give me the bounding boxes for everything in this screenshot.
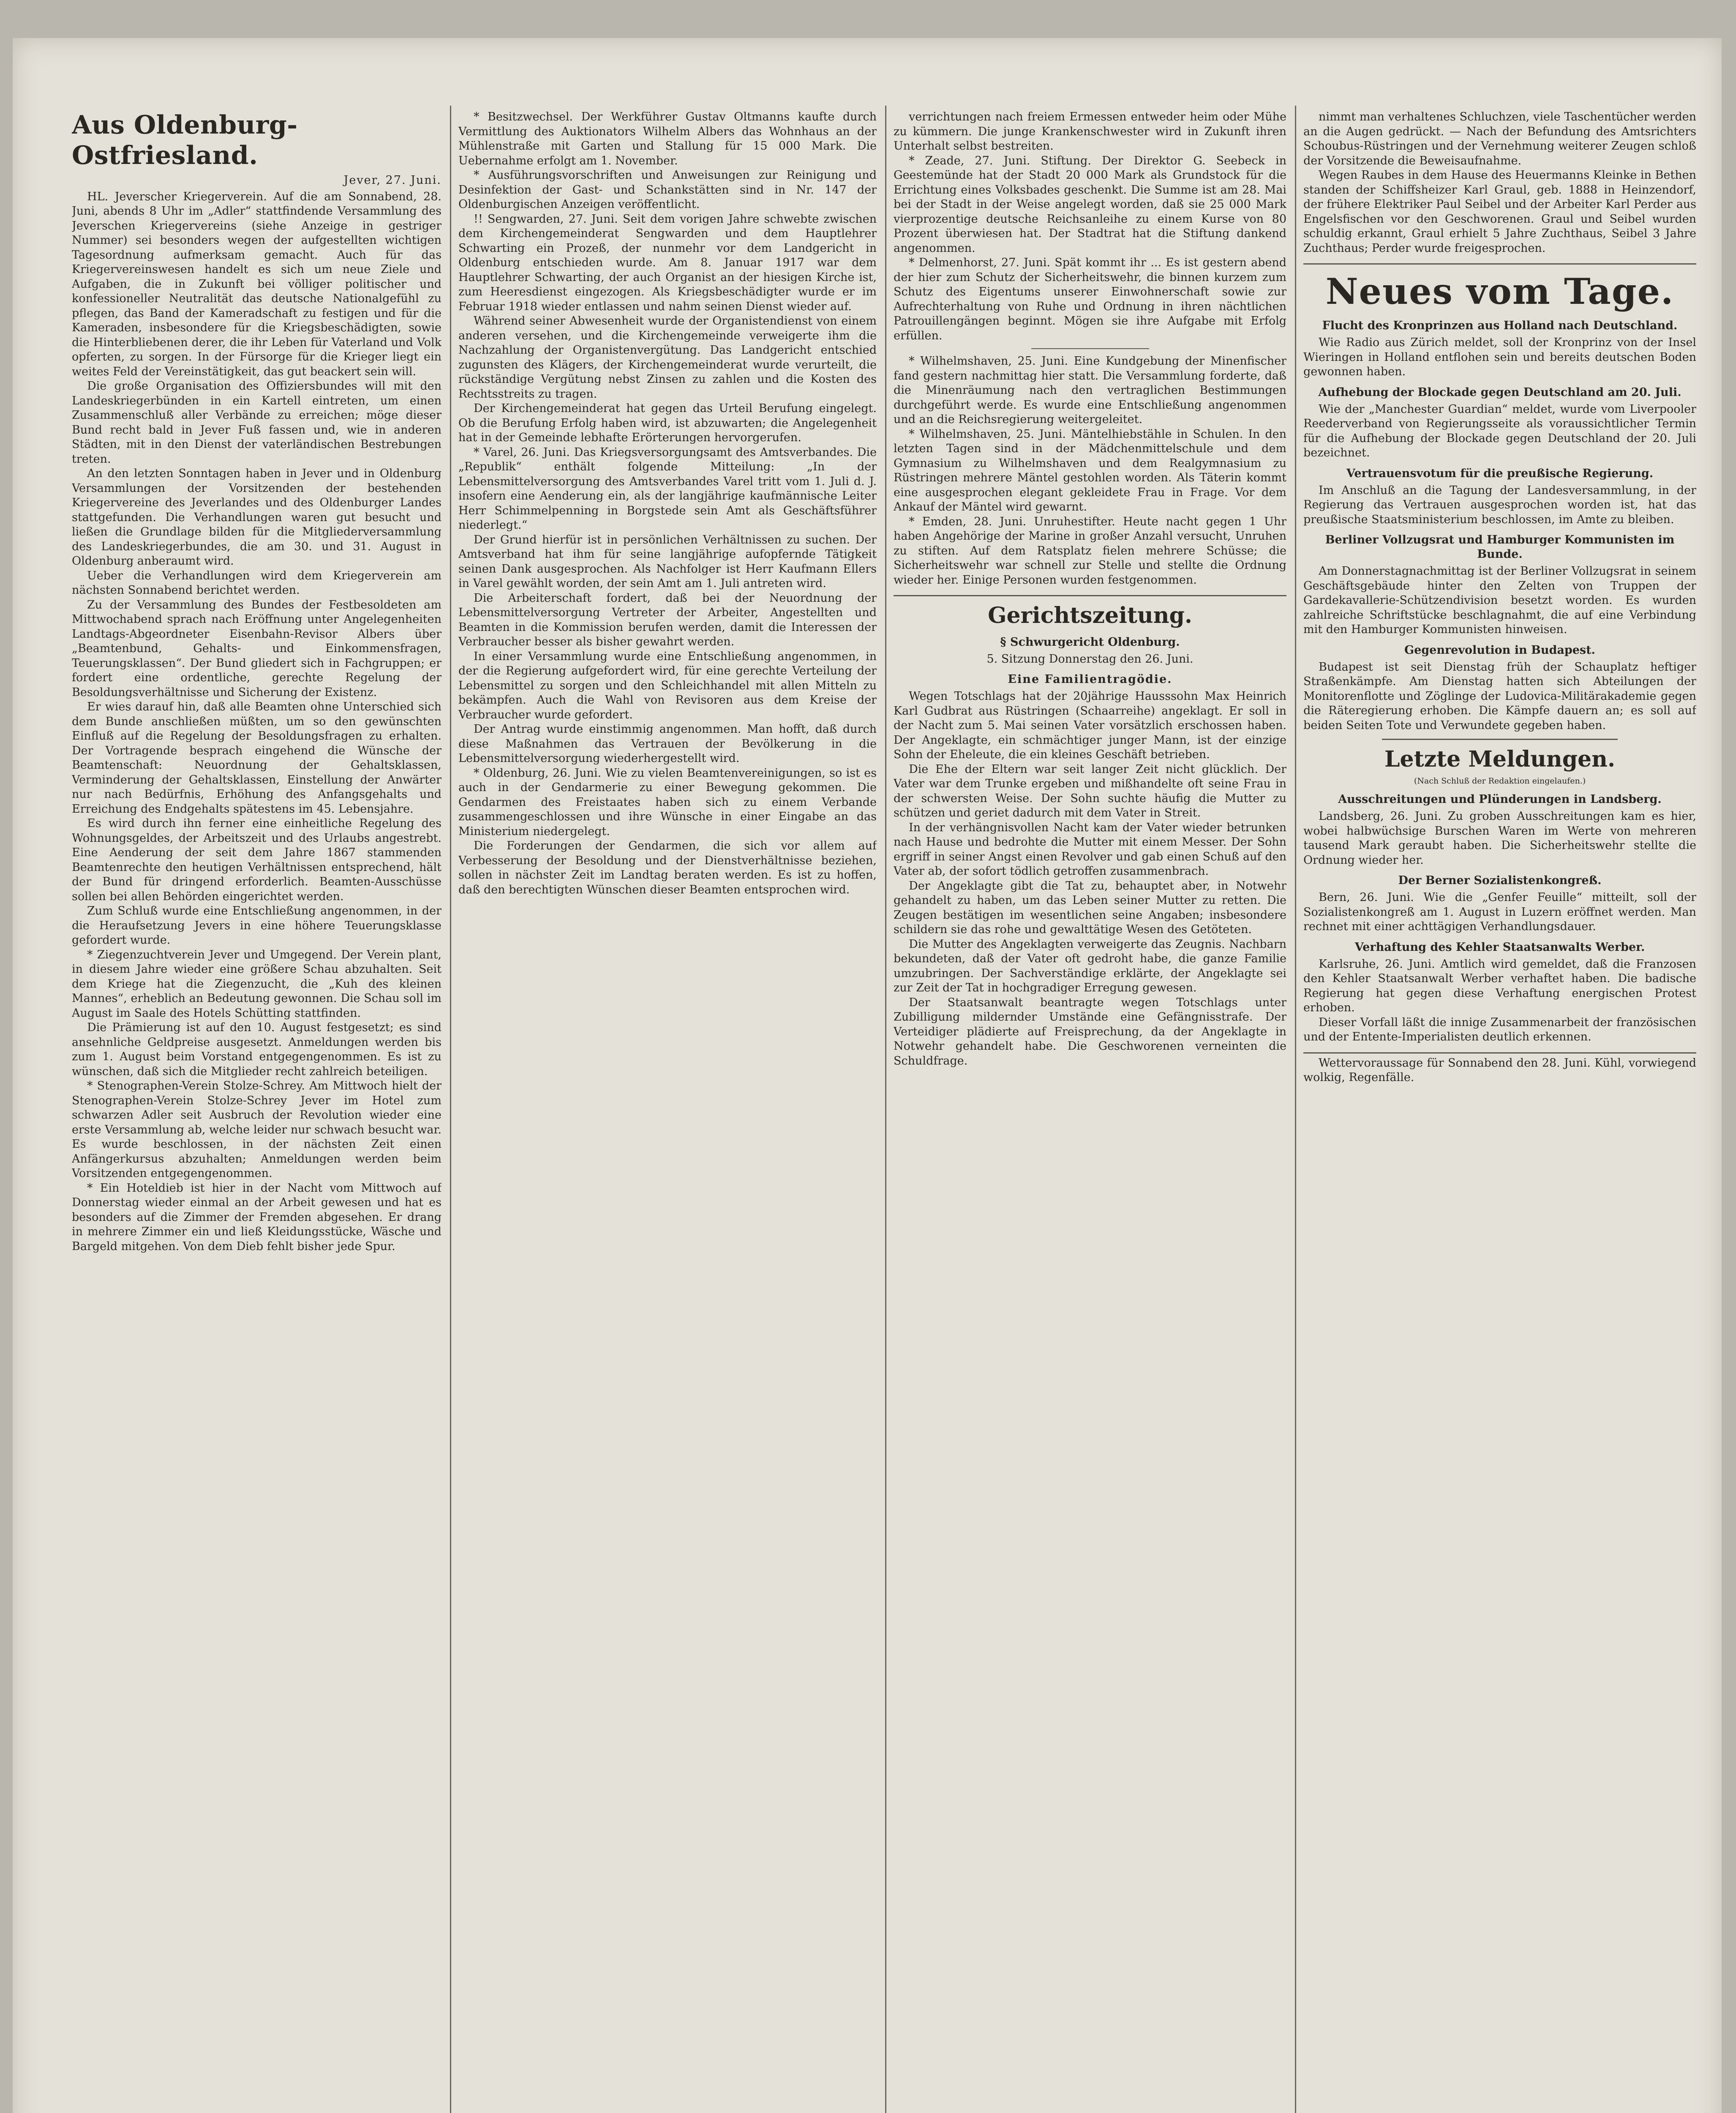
last-news-title: Letzte Meldungen. <box>1384 746 1616 772</box>
news-paragraph: Im Anschluß an die Tagung der Landesversammlung, in der Regierung das Vertrauen ausgesprochen worden ist, hat das preußische Staatsministerium beschlossen, im Amte zu bleiben. <box>1303 483 1696 526</box>
column-rule <box>1295 106 1296 2113</box>
court-case-title: Eine Familientragödie. <box>1008 673 1172 686</box>
divider <box>894 595 1286 596</box>
article-paragraph: * Varel, 26. Juni. Das Kriegsversorgungsamt des Amtsverbandes. Die „Republik“ enthält folgende Mitteilung: „In der Lebensmittelversorgung des Amtsverbandes Varel tritt vom 1. Juli d. J. insofern eine Aenderung ein, als der langjährige kaufmännische Leiter Herr Schimmelpenning in Borgstede sein Amt als Geschäftsführer niederlegt.“ <box>458 445 877 532</box>
last-news-subheading: Ausschreitungen und Plünderungen in Landsberg. <box>1338 793 1662 806</box>
article-paragraph: * Ein Hoteldieb ist hier in der Nacht vom Mittwoch auf Donnerstag wieder einmal an der Arbeit gewesen und hat es besonders auf die Zimmer der Fremden abgesehen. Er drang in mehrere Zimmer ein und ließ Kleidungsstücke, Wäsche und Bargeld mitgehen. Von dem Dieb fehlt bisher jede Spur. <box>72 1181 441 1253</box>
section-title: Aus Oldenburg-Ostfriesland. <box>72 110 298 170</box>
article-paragraph: * Wilhelmshaven, 25. Juni. Mäntelhiebstähle in Schulen. In den letzten Tagen sind in der Mädchenmittelschule und dem Gymnasium zu Wilhelmshaven und dem Realgymnasium zu Rüstringen mehrere Mäntel gestohlen worden. Als Täterin kommt eine ausgesprochen elegant gekleidete Frau in Frage. Vor dem Ankauf der Mäntel wird gewarnt. <box>894 427 1286 513</box>
column-3 <box>894 110 1286 2113</box>
divider <box>1382 739 1618 740</box>
news-subheading: Gegenrevolution in Budapest. <box>1404 643 1595 657</box>
article-paragraph: Während seiner Abwesenheit wurde der Organistendienst von einem anderen versehen, und die Kirchengemeinde verweigerte ihm die Nachzahlung der Organistenvergütung. Das Landgericht entschied zugunsten des Klägers, der Kirchengemeinderat wurde verurteilt, die rückständige Vergütung nebst Zinsen zu zahlen und die Kosten des Rechtsstreits zu tragen. <box>458 314 877 401</box>
article-paragraph: verrichtungen nach freiem Ermessen entweder heim oder Mühe zu kümmern. Die junge Krankenschwester wird in Zukunft ihren Unterhalt selbst bestreiten. <box>894 110 1286 153</box>
article-paragraph: * Besitzwechsel. Der Werkführer Gustav Oltmanns kaufte durch Vermittlung des Auktionators Wilhelm Albers das Wohnhaus an der Mühlenstraße mit Garten und Stallung für 15 000 Mark. Die Uebernahme erfolgt am 1. November. <box>458 110 877 167</box>
weather-forecast: Wettervoraussage für Sonnabend den 28. Juni. Kühl, vorwiegend wolkig, Regenfälle. <box>1303 1056 1696 1084</box>
court-paragraph: Der Angeklagte gibt die Tat zu, behauptet aber, in Notwehr gehandelt zu haben, um das Leben seiner Mutter zu retten. Die Zeugen bestätigen im wesentlichen seine Angaben; insbesondere schildern sie das rohe und gewalttätige Wesen des Getöteten. <box>894 879 1286 936</box>
last-news-subheading: Der Berner Sozialistenkongreß. <box>1398 874 1602 887</box>
newspaper-page <box>13 38 1722 2113</box>
article-paragraph: !! Sengwarden, 27. Juni. Seit dem vorigen Jahre schwebte zwischen dem Kirchengemeinderat Sengwarden und dem Hauptlehrer Schwarting ein Prozeß, der nunmehr vor dem Landgericht in Oldenburg entschieden wurde. Am 8. Januar 1917 war dem Hauptlehrer Schwarting, der auch Organist an der hiesigen Kirche ist, zum Heeresdienst eingezogen. Als Kriegsbeschädigter wurde er im Februar 1918 wieder entlassen und nahm seinen Dienst wieder auf. <box>458 212 877 313</box>
article-paragraph: Zu der Versammlung des Bundes der Festbesoldeten am Mittwochabend sprach nach Eröffnung unter Angelegenheiten Landtags-Abgeordneter Eisenbahn-Revisor Albers über „Beamtenbund, Gehalts- und Einkommensfragen, Teuerungsklassen“. Der Bund gliedert sich in Fachgruppen; er fordert eine ordentliche, gerechte Regelung der Besoldungsverhältnisse und Sicherung der Existenz. <box>72 598 441 699</box>
court-paragraph: Der Staatsanwalt beantragte wegen Totschlags unter Zubilligung mildernder Umstände eine Gefängnisstrafe. Der Verteidiger plädierte auf Freisprechung, da der Angeklagte in Notwehr gehandelt habe. Die Geschworenen verneinten die Schuldfrage. <box>894 996 1286 1067</box>
article-paragraph: Wegen Raubes in dem Hause des Heuermanns Kleinke in Bethen standen der Schiffsheizer Karl Graul, geb. 1888 in Heinzendorf, der frühere Elektriker Paul Seibel und der Arbeiter Karl Perder aus Engelsfischen vor den Geschworenen. Graul und Seibel wurden schuldig erkannt, Graul erhielt 5 Jahre Zuchthaus, Seibel 3 Jahre Zuchthaus; Perder wurde freigesprochen. <box>1303 169 1696 255</box>
last-news-paragraph: Landsberg, 26. Juni. Zu groben Ausschreitungen kam es hier, wobei halbwüchsige Burschen Waren im Werte von mehreren tausend Mark geraubt haben. Die Sicherheitswehr stellte die Ordnung wieder her. <box>1303 810 1696 867</box>
column-1 <box>72 110 441 2113</box>
news-paragraph: Am Donnerstagnachmittag ist der Berliner Vollzugsrat in seinem Geschäftsgebäude hinter den Zelten von Truppen der Gardekavallerie-Schützendivision besetzt worden. Es wurden zahlreiche Schriftstücke beschlagnahmt, die auf eine Verbindung mit den Hamburger Kommunisten hinweisen. <box>1303 565 1696 636</box>
article-paragraph: Der Kirchengemeinderat hat gegen das Urteil Berufung eingelegt. Ob die Berufung Erfolg haben wird, ist abzuwarten; die Angelegenheit hat in der Gemeinde lebhafte Erörterungen hervorgerufen. <box>458 402 877 444</box>
last-news-paragraph: Bern, 26. Juni. Wie die „Genfer Feuille“ mitteilt, soll der Sozialistenkongreß am 1. August in Luzern eröffnet werden. Man rechnet mit einer achttägigen Verhandlungsdauer. <box>1303 891 1696 933</box>
article-paragraph: Es wird durch ihn ferner eine einheitliche Regelung des Wohnungsgeldes, der Arbeitszeit und des Urlaubs angestrebt. Eine Aenderung der seit dem Jahre 1867 stammenden Beamtenrechte den heutigen Verhältnissen entsprechend, hält der Bund für dringend erforderlich. Beamten-Ausschüsse sollen bei allen Behörden eingerichtet werden. <box>72 817 441 903</box>
divider <box>1031 348 1149 349</box>
news-paragraph: Wie Radio aus Zürich meldet, soll der Kronprinz von der Insel Wieringen in Holland entflohen sein und bereits deutschen Boden gewonnen haben. <box>1303 336 1696 378</box>
article-paragraph: HL. Jeverscher Kriegerverein. Auf die am Sonnabend, 28. Juni, abends 8 Uhr im „Adler“ stattfindende Versammlung des Jeverschen Kriegervereins (siehe Anzeige in gestriger Nummer) sei besonders wegen der aufgestellten wichtigen Tagesordnung aufmerksam gemacht. Auch für das Kriegervereinswesen handelt es sich um neue Ziele und Aufgaben, die in Zukunft bei völliger politischer und konfessioneller Neutralität das deutsche Nationalgefühl zu pflegen, das Band der Kameradschaft zu festigen und für die Kameraden, insbesondere für die Kriegsbeschädigten, sowie die Hinterbliebenen derer, die ihr Leben für Vaterland und Volk opferten, zu sorgen. In der Fürsorge für die Krieger liegt ein weites Feld der Vereinstätigkeit, das gut beackert sein will. <box>72 190 441 378</box>
article-paragraph: Der Antrag wurde einstimmig angenommen. Man hofft, daß durch diese Maßnahmen das Vertrauen der Bevölkerung in die Lebensmittelversorgung wiederhergestellt wird. <box>458 723 877 765</box>
court-paragraph: In der verhängnisvollen Nacht kam der Vater wieder betrunken nach Hause und bedrohte die Mutter mit einem Messer. Der Sohn ergriff in seiner Angst einen Revolver und gab einen Schuß auf den Vater ab, der sofort tödlich getroffen zusammenbrach. <box>894 821 1286 878</box>
article-paragraph: * Ziegenzuchtverein Jever und Umgegend. Der Verein plant, in diesem Jahre wieder eine größere Schau abzuhalten. Seit dem Kriege hat die Ziegenzucht, die „Kuh des kleinen Mannes“, erheblich an Bedeutung gewonnen. Die Schau soll im August im Saale des Hotels Schütting stattfinden. <box>72 948 441 1020</box>
article-paragraph: Ueber die Verhandlungen wird dem Kriegerverein am nächsten Sonnabend berichtet werden. <box>72 569 441 597</box>
article-paragraph: Die große Organisation des Offiziersbundes will mit den Landeskriegerbünden in ein Kartell eintreten, um einen Zusammenschluß aller Verbände zu erreichen; möge dieser Bund recht bald in Jever Fuß fassen und, wie in anderen Städten, mit in den Dienst der vaterländischen Bestrebungen treten. <box>72 379 441 466</box>
court-title: Gerichtszeitung. <box>988 603 1192 628</box>
column-4 <box>1303 110 1696 2113</box>
last-news-paragraph: Karlsruhe, 26. Juni. Amtlich wird gemeldet, daß die Franzosen den Kehler Staatsanwalt Werber verhaftet haben. Die badische Regierung hat gegen diese Verhaftung energischen Protest erhoben. <box>1303 957 1696 1014</box>
article-paragraph: Die Forderungen der Gendarmen, die sich vor allem auf Verbesserung der Besoldung und der Dienstverhältnisse beziehen, sollen in nächster Zeit im Landtag beraten werden. Es ist zu hoffen, daß den berechtigten Wünschen dieser Beamten entsprochen wird. <box>458 839 877 896</box>
news-paragraph: Wie der „Manchester Guardian“ meldet, wurde vom Liverpooler Reederverband von Regierungsseite als voraussichtlicher Termin für die Aufhebung der Blockade gegen Deutschland der 20. Juli bezeichnet. <box>1303 402 1696 459</box>
news-subheading: Berliner Vollzugsrat und Hamburger Kommunisten im Bunde. <box>1325 533 1675 561</box>
article-paragraph: Die Arbeiterschaft fordert, daß bei der Neuordnung der Lebensmittelversorgung Vertreter der Arbeiter, Angestellten und Beamten in die Kommission berufen werden, damit die Interessen der Verbraucher besser als bisher gewahrt werden. <box>458 591 877 648</box>
article-paragraph: * Wilhelmshaven, 25. Juni. Eine Kundgebung der Minenfischer fand gestern nachmittag hier statt. Die Versammlung forderte, daß die Minenräumung nach den vertraglichen Bestimmungen durchgeführt werde. Es wurde eine Entschließung angenommen und an die Reichsregierung weitergeleitet. <box>894 355 1286 426</box>
court-paragraph: Die Ehe der Eltern war seit langer Zeit nicht glücklich. Der Vater war dem Trunke ergeben und mißhandelte oft seine Frau in der schwersten Weise. Der Sohn suchte häufig die Mutter zu schützen und geriet dadurch mit dem Vater in Streit. <box>894 762 1286 819</box>
article-paragraph: Die Prämierung ist auf den 10. August festgesetzt; es sind ansehnliche Geldpreise ausgesetzt. Anmeldungen werden bis zum 1. August beim Vorstand entgegengenommen. Es ist zu wünschen, daß sich die Mitglieder recht zahlreich beteiligen. <box>72 1021 441 1078</box>
court-paragraph: Die Mutter des Angeklagten verweigerte das Zeugnis. Nachbarn bekundeten, daß der Vater oft gedroht habe, die ganze Familie umzubringen. Der Sachverständige erklärte, der Angeklagte sei zur Zeit der Tat in hochgradiger Erregung gewesen. <box>894 937 1286 994</box>
dateline: Jever, 27. Juni. <box>343 174 441 187</box>
article-paragraph: Er wies darauf hin, daß alle Beamten ohne Unterschied sich dem Bunde anschließen müßten, um so den gewünschten Einfluß auf die Regelung der Besoldungsfragen zu erhalten. Der Vortragende besprach eingehend die Wünsche der Beamtenschaft: Neuordnung der Gehaltsklassen, Verminderung der Gehaltsklassen, Einstellung der Anwärter nur nach Bedürfnis, Erhöhung des Anfangsgehalts und Erreichung des Endgehalts spätestens im 45. Lebensjahre. <box>72 700 441 816</box>
news-subheading: Aufhebung der Blockade gegen Deutschland am 20. Juli. <box>1318 385 1681 399</box>
news-paragraph: Budapest ist seit Dienstag früh der Schauplatz heftiger Straßenkämpfe. Am Dienstag hatten sich Abteilungen der Monitorenflotte und Zöglinge der Ludovica-Militärakademie gegen die Räteregierung erhoben. Die Kämpfe dauern an; es soll auf beiden Seiten Tote und Verwundete gegeben haben. <box>1303 660 1696 732</box>
column-rule <box>450 106 451 2113</box>
article-paragraph: * Oldenburg, 26. Juni. Wie zu vielen Beamtenvereinigungen, so ist es auch in der Gendarmerie zu einer Bewegung gekommen. Die Gendarmen des Freistaates haben sich zu einem Verbande zusammengeschlossen und ihre Wünsche in einer Eingabe an das Ministerium niedergelegt. <box>458 766 877 838</box>
article-paragraph: In einer Versammlung wurde eine Entschließung angenommen, in der die Regierung aufgefordert wird, für eine gerechte Verteilung der Lebensmittel zu sorgen und den Schleichhandel mit allen Mitteln zu bekämpfen. Auch die Wahl von Revisoren aus dem Kreise der Verbraucher wurde gefordert. <box>458 650 877 721</box>
column-2 <box>458 110 877 2113</box>
article-paragraph: * Stenographen-Verein Stolze-Schrey. Am Mittwoch hielt der Stenographen-Verein Stolze-Schrey Jever im Hotel zum schwarzen Adler seit Ausbruch der Revolution wieder eine erste Versammlung ab, welche leider nur schwach besucht war. Es wurde beschlossen, in der nächsten Zeit einen Anfängerkursus abzuhalten; Anmeldungen werden beim Vorsitzenden entgegengenommen. <box>72 1079 441 1180</box>
column-rule <box>885 106 886 2113</box>
article-paragraph: An den letzten Sonntagen haben in Jever und in Oldenburg Versammlungen der Vorsitzenden der bestehenden Kriegervereine des Jeverlandes und des Oldenburger Landes stattgefunden. Die Verhandlungen waren gut besucht und ließen die Grundlage bilden für die Mitgliederversammlung des Landeskriegerbundes, die am 30. und 31. August in Oldenburg anberaumt wird. <box>72 467 441 568</box>
news-title: Neues vom Tage. <box>1325 270 1674 312</box>
divider <box>1303 1052 1696 1054</box>
last-news-subheading: Verhaftung des Kehler Staatsanwalts Werber. <box>1354 940 1645 954</box>
news-subheading: Vertrauensvotum für die preußische Regierung. <box>1346 467 1654 480</box>
news-subheading: Flucht des Kronprinzen aus Holland nach Deutschland. <box>1322 319 1678 332</box>
court-session: 5. Sitzung Donnerstag den 26. Juni. <box>987 652 1194 666</box>
court-paragraph: Wegen Totschlags hat der 20jährige Hausssohn Max Heinrich Karl Gudbrat aus Rüstringen (Schaarreihe) angeklagt. Er soll in der Nacht zum 5. Mai seinen Vater vorsätzlich erschossen haben. Der Angeklagte, ein schmächtiger junger Mann, ist der einzige Sohn der Eheleute, die ein kleines Geschäft betrieben. <box>894 690 1286 761</box>
article-paragraph: nimmt man verhaltenes Schluchzen, viele Taschentücher werden an die Augen gedrückt. — Nach der Befundung des Amtsrichters Schoubus-Rüstringen und der Vernehmung weiterer Zeugen schloß der Vorsitzende die Beweisaufnahme. <box>1303 110 1696 167</box>
court-subtitle: § Schwurgericht Oldenburg. <box>1000 636 1180 649</box>
article-paragraph: * Zeade, 27. Juni. Stiftung. Der Direktor G. Seebeck in Geestemünde hat der Stadt 20 000 Mark als Grundstock für die Errichtung eines Volksbades geschenkt. Die Summe ist am 28. Mai bei der Stadt in der Weise angelegt worden, daß sie 25 000 Mark vierprozentige deutsche Reichsanleihe zu einem Kurse von 80 Prozent überwiesen hat. Der Stadtrat hat die Stiftung dankend angenommen. <box>894 154 1286 255</box>
article-paragraph: * Ausführungsvorschriften und Anweisungen zur Reinigung und Desinfektion der Gast- und Schankstätten sind in Nr. 147 der Oldenburgischen Anzeigen veröffentlicht. <box>458 169 877 211</box>
article-paragraph: Der Grund hierfür ist in persönlichen Verhältnissen zu suchen. Der Amtsverband hat ihm für seine langjährige aufopfernde Tätigkeit seinen Dank ausgesprochen. Als Nachfolger ist Herr Kaufmann Ellers in Varel gewählt worden, der sein Amt am 1. Juli antreten wird. <box>458 533 877 590</box>
article-paragraph: * Delmenhorst, 27. Juni. Spät kommt ihr ... Es ist gestern abend der hier zum Schutz der Sicherheitswehr, die binnen kurzem zum Schutz des Eigentums unserer Einwohnerschaft sowie zur Aufrechterhaltung von Ruhe und Ordnung in ihren nächtlichen Patrouillengängen beginnt. Mögen sie ihre Aufgabe mit Erfolg erfüllen. <box>894 256 1286 342</box>
article-paragraph: Zum Schluß wurde eine Entschließung angenommen, in der die Heraufsetzung Jevers in eine höhere Teuerungsklasse gefordert wurde. <box>72 904 441 947</box>
article-paragraph: * Emden, 28. Juni. Unruhestifter. Heute nacht gegen 1 Uhr haben Angehörige der Marine in großer Anzahl versucht, Unruhen zu stiften. Auf dem Ratsplatz fielen mehrere Schüsse; die Sicherheitswehr war schnell zur Stelle und stellte die Ordnung wieder her. Einige Personen wurden festgenommen. <box>894 515 1286 587</box>
divider <box>1303 263 1696 265</box>
last-news-paragraph: Dieser Vorfall läßt die innige Zusammenarbeit der französischen und der Entente-Imperialisten deutlich erkennen. <box>1303 1016 1696 1043</box>
last-news-note: (Nach Schluß der Redaktion eingelaufen.) <box>1414 776 1586 786</box>
